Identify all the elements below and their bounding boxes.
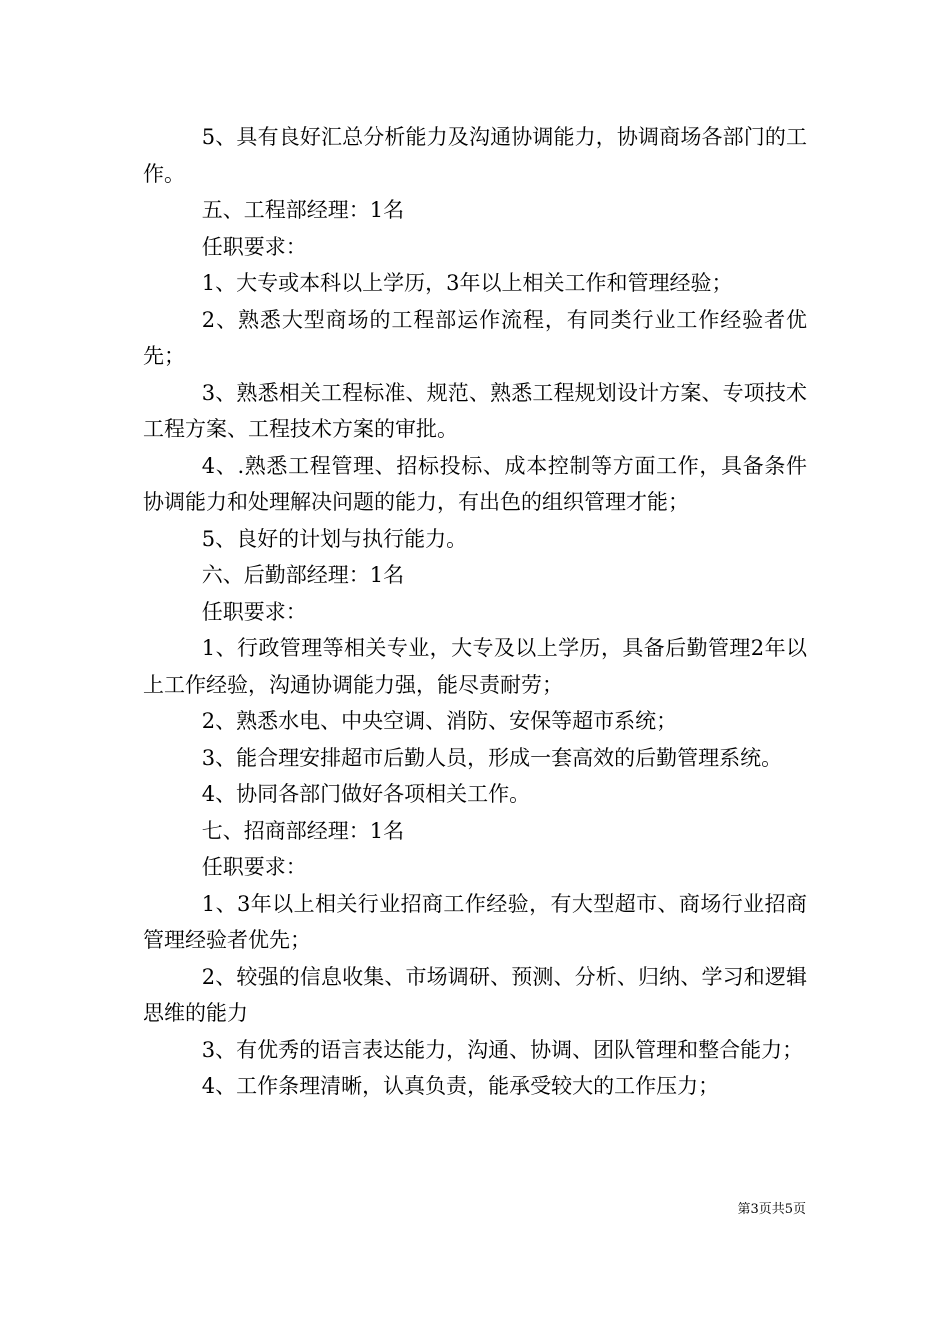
page-number: 第3页共5页 <box>737 1202 806 1217</box>
document-body <box>143 119 807 1105</box>
paragraph: 4、工作条理清晰，认真负责，能承受较大的工作压力； <box>201 1074 720 1098</box>
paragraph: 1、大专或本科以上学历，3年以上相关工作和管理经验； <box>201 271 733 295</box>
paragraph: 2、较强的信息收集、市场调研、预测、分析、归纳、学习和逻辑思维的能力 <box>143 964 807 1025</box>
section-heading: 七、招商部经理：1名 <box>201 818 405 843</box>
paragraph: 3、能合理安排超市后勤人员，形成一套高效的后勤管理系统。 <box>201 745 783 770</box>
paragraph: 任职要求： <box>201 855 307 879</box>
paragraph: 任职要求： <box>201 234 307 259</box>
paragraph: 2、熟悉大型商场的工程部运作流程，有同类行业工作经验者优先； <box>143 307 807 368</box>
paragraph: 4、协同各部门做好各项相关工作。 <box>201 782 531 806</box>
paragraph: 5、良好的计划与执行能力。 <box>201 526 468 551</box>
paragraph: 2、熟悉水电、中央空调、消防、安保等超市系统； <box>201 709 678 733</box>
paragraph: 任职要求： <box>201 599 307 624</box>
paragraph: 1、行政管理等相关专业，大专及以上学历，具备后勤管理2年以上工作经验，沟通协调能力强，能尽责耐劳； <box>143 636 807 697</box>
paragraph: 5、具有良好汇总分析能力及沟通协调能力，协调商场各部门的工作。 <box>143 125 807 186</box>
section-heading: 六、后勤部经理：1名 <box>201 563 405 587</box>
paragraph: 4、.熟悉工程管理、招标投标、成本控制等方面工作，具备条件协调能力和处理解决问题的能力，有出色的组织管理才能； <box>143 453 807 514</box>
paragraph: 3、熟悉相关工程标准、规范、熟悉工程规划设计方案、专项技术工程方案、工程技术方案的审批。 <box>143 380 807 441</box>
paragraph: 3、有优秀的语言表达能力，沟通、协调、团队管理和整合能力； <box>201 1037 804 1062</box>
paragraph: 1、3年以上相关行业招商工作经验，有大型超市、商场行业招商管理经验者优先； <box>143 891 807 952</box>
section-heading: 五、工程部经理：1名 <box>201 198 405 222</box>
